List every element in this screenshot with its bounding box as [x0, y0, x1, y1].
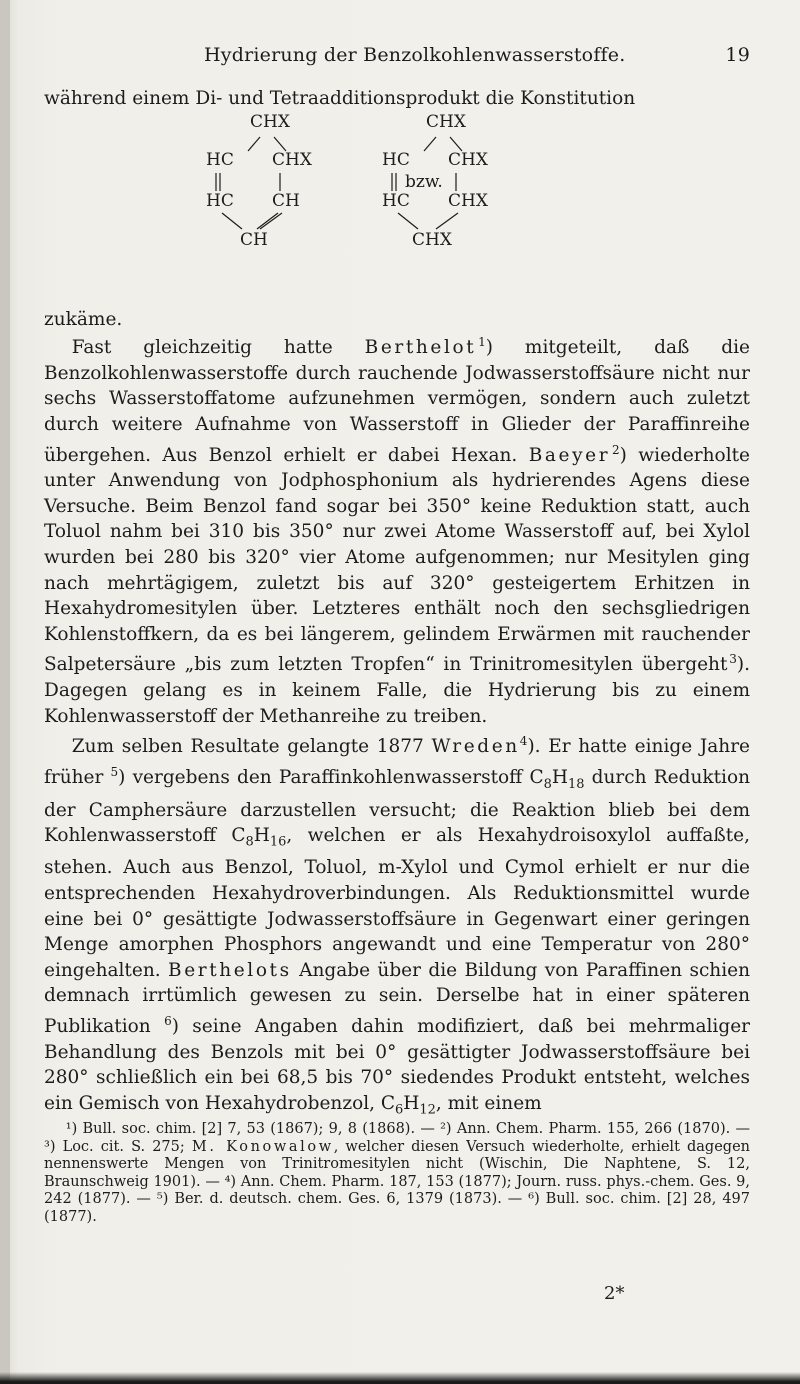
scan-bottom-edge	[0, 1372, 800, 1384]
paragraph-2	[44, 729, 750, 1123]
author-wreden: Wreden	[431, 736, 520, 758]
author-wischin: Wischin	[484, 1156, 543, 1172]
intro-line: während einem Di- und Tetraadditionsprodukt die Konstitution	[44, 88, 636, 109]
p2-text-c2: H	[551, 767, 569, 789]
author-baeyer: Baeyer	[528, 444, 611, 466]
author-berthelots: Berthelots	[168, 959, 292, 981]
running-head: Hydrierung der Benzolkohlenwasserstoffe.	[204, 44, 626, 66]
subscript: 6	[395, 1102, 404, 1118]
formula-right-upper-left: HC	[382, 150, 410, 170]
p2-text-e: , welchen er als Hexahydroisoxylol auffaßte, stehen. Auch aus Benzol, Toluol, m-Xylol und Cymol erhielt er nur die entsprechenden Hexahydroverbindungen. Als Reduktionsmittel wurde eine bei 0° gesättigte Jodwasserstoffsäure in Gegenwart einer geringen Menge amorphen Phosphors angewandt und eine Temperatur von 280° eingehalten.	[44, 825, 751, 981]
page-header	[44, 40, 750, 70]
p2-text-d: durch Reduktion der Camphersäure darzustellen versucht; die Reaktion blieb bei dem Kohlenwasserstoff C	[44, 767, 750, 847]
subscript: 8	[543, 776, 552, 792]
formula-left-lower-left: HC	[206, 191, 234, 211]
footnote-block	[44, 1121, 750, 1226]
author-berthelot: Berthelot	[364, 337, 477, 359]
footnote-ref-4: 4	[519, 734, 528, 749]
subscript: 8	[245, 834, 254, 850]
footnote-ref-1: 1	[478, 335, 486, 349]
binding-edge	[0, 0, 10, 1384]
formula-svg	[206, 112, 540, 303]
page-number: 19	[725, 44, 750, 66]
p1-text-a: Fast gleichzeitig hatte	[71, 337, 365, 359]
p2-text-g: ) seine Angaben dahin modifiziert, daß bei mehrmaliger Behandlung des Benzols mit bei 0° gesättigter Jodwasserstoffsäure bei 280° schließlich ein bei 68,5 bis 70° siedendes Produkt entsteht, welches ein Gemisch von Hexahydrobenzol, C	[44, 1016, 750, 1114]
p2-text-g2: H	[403, 1092, 420, 1114]
footnote-text-c: , Die Naphtene, S. 12, Braunschweig 1901). — ⁴) Ann. Chem. Pharm. 187, 153 (1877); Journ. russ. phys.-chem. Ges. 9, 242 (1877). — ⁵) Ber. d. deutsch. chem. Ges. 6, 1379 (1873). — ⁶) Bull. soc. chim. [2] 28, 497 (1877).	[44, 1156, 750, 1225]
subscript: 18	[568, 776, 585, 792]
footnote-ref-3: 3	[729, 652, 737, 667]
p1-text-d: ). Dagegen gelang es in keinem Falle, die Hydrierung bis zu einem Kohlenwasserstoff der Methanreihe zu treiben.	[44, 654, 750, 727]
p1-text-b: ) mitgeteilt, daß die Benzolkohlenwasserstoffe durch rauchende Jodwasserstoffsäure nicht nur sechs Wasserstoffatome aufzunehmen vermögen, sondern auch zuletzt durch weitere Aufnahme von Wasserstoff in Glieder der Paraffinreihe übergehen. Aus Benzol erhielt er dabei Hexan.	[44, 337, 750, 466]
p2-text-h: , mit einem	[435, 1092, 542, 1114]
formula-right-upper-right: CHX	[448, 150, 488, 170]
formula-left-top: CHX	[250, 112, 290, 132]
formula-right-top: CHX	[426, 112, 466, 132]
footnote-text-a: ¹) Bull. soc. chim. [2] 7, 53 (1867); 9, 8 (1868). — ²) Ann. Chem. Pharm. 155, 266 (1870). — ³) Loc. cit. S. 275;	[44, 1121, 750, 1155]
main-text	[44, 330, 750, 1123]
paragraph-1	[44, 330, 750, 729]
footnote-text-b: , welcher diesen Versuch wiederholte, erhielt dagegen nennenswerte Mengen von Trinitromesitylen nicht (	[44, 1138, 750, 1172]
footnote-ref-5: 5	[110, 765, 119, 780]
subscript: 12	[419, 1102, 436, 1118]
p2-text-a: Zum selben Resultate gelangte 1877	[71, 736, 432, 758]
formula-right-lower-right: CHX	[448, 191, 488, 211]
formula-right-lower-left: HC	[382, 191, 410, 211]
p2-text-b: ). Er hatte einige Jahre früher	[44, 736, 750, 789]
p2-text-f: Angabe über die Bildung von Paraffinen schien demnach irrtümlich gewesen zu sein. Derselbe hat in einer späteren Publikation	[44, 959, 750, 1038]
footnotes	[44, 1121, 750, 1226]
formula-left-upper-right: CHX	[272, 150, 312, 170]
p2-text-c: ) vergebens den Paraffinkohlenwasserstoff C	[118, 767, 544, 789]
structural-formula	[206, 112, 540, 303]
sheet-signature: 2*	[604, 1283, 625, 1304]
formula-separator: bzw.	[405, 172, 443, 192]
p2-text-d2: H	[253, 825, 270, 847]
author-konowalow: M. Konowalow	[191, 1138, 334, 1155]
formula-left-upper-left: HC	[206, 150, 234, 170]
formula-left-lower-right: CH	[272, 191, 300, 211]
footnote-ref-2: 2	[612, 442, 620, 457]
footnote-ref-6: 6	[164, 1014, 172, 1028]
subscript: 16	[269, 834, 287, 850]
formula-right-bottom: CHX	[412, 230, 452, 250]
p1-text-c: ) wiederholte unter Anwendung von Jodphosphonium als hydrierendes Agens diese Versuche. Beim Benzol fand sogar bei 350° keine Reduktion statt, auch Toluol nahm bei 310 bis 350° nur zwei Atome Wasserstoff auf, bei Xylol wurden bei 280 bis 320° vier Atome aufgenommen; nur Mesitylen ging nach mehrtägigem, zuletzt bis auf 320° gesteigertem Erhitzen in Hexahydromesitylen über. Letzteres enthält noch den sechsgliedrigen Kohlenstoffkern, da es bei längerem, gelindem Erwärmen mit rauchender Salpetersäure „bis zum letzten Tropfen“ in Trinitromesitylen übergeht	[44, 444, 750, 676]
after-formula-text: zukäme.	[44, 309, 123, 330]
formula-left-bottom: CH	[240, 230, 268, 250]
